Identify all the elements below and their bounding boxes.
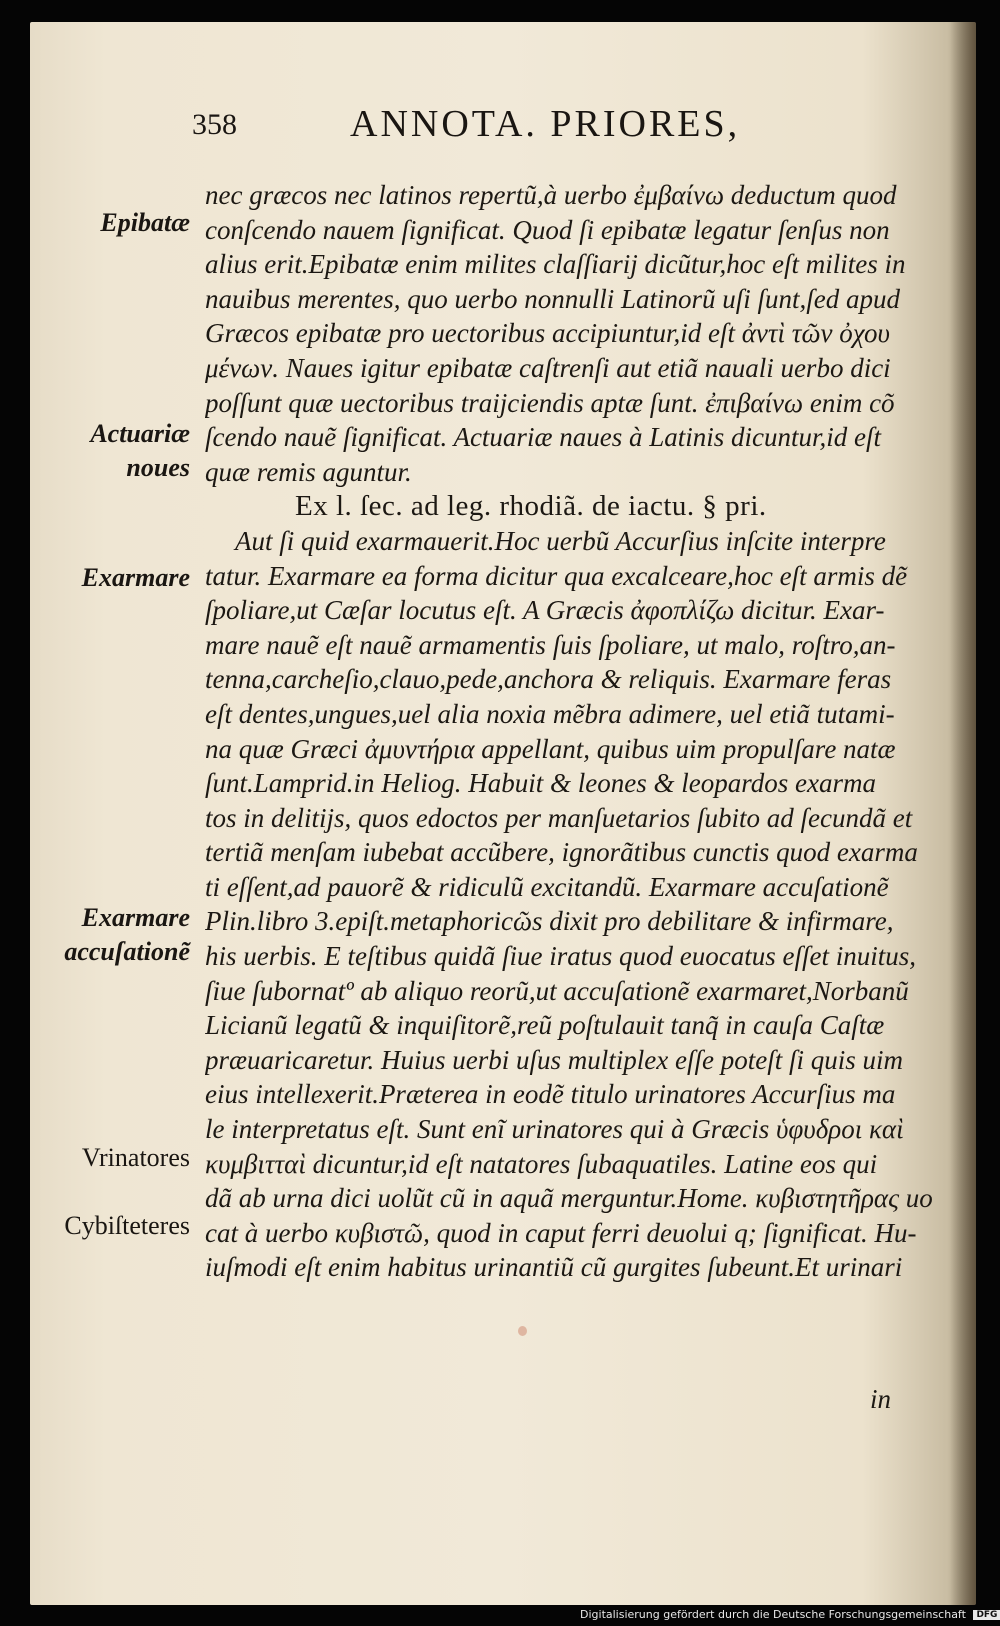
text-line: præuaricaretur. Huius uerbi uſus multiplex eſſe poteſt ſi quis uim	[205, 1044, 903, 1075]
text-line: mare nauẽ eſt nauẽ armamentis ſuis ſpoliare, ut malo, roſtro,an-	[205, 629, 896, 660]
text-line: κυμβιτταὶ dicuntur,id eſt natatores ſubaquatiles. Latine eos qui	[205, 1148, 878, 1179]
text-line: Plin.libro 3.epiſt.metaphoricῶs dixit pro debilitare & infirmare,	[205, 906, 894, 937]
marginal-note: Exarmare	[81, 903, 190, 932]
digitization-credit	[580, 1608, 1000, 1626]
text-line: μένων. Naues igitur epibatæ caſtrenſi aut etiã nauali uerbo dici	[205, 352, 891, 383]
marginal-note: Epibatæ	[100, 208, 190, 237]
main-text	[205, 178, 935, 1285]
text-line: his uerbis. E teſtibus quidã ſiue iratus quod euocatus eſſet inuitus,	[205, 941, 916, 972]
text-line: eius intellexerit.Præterea in eodẽ titulo urinatores Accurſius ma	[205, 1079, 896, 1110]
text-line: nec græcos nec latinos repertũ,à uerbo ἐμβαίνω deductum quod	[205, 180, 897, 210]
marginal-note: Exarmare	[81, 563, 190, 592]
text-line: tatur. Exarmare ea forma dicitur qua excalceare,hoc eſt armis dẽ	[205, 560, 908, 591]
marginal-note: Cybiſteteres	[64, 1211, 190, 1240]
text-line: ſunt.Lamprid.in Heliog. Habuit & leones & leopardos exarma	[205, 768, 876, 799]
text-line: eſt dentes,ungues,uel alia noxia mẽbra adimere, uel etiã tutami-	[205, 698, 895, 729]
text-line: poſſunt quæ uectoribus traijciendis aptæ ſunt. ἐπιβαίνω enim cõ	[205, 387, 895, 418]
marginal-note: accuſationẽ	[64, 937, 190, 966]
folio-number: 358	[192, 108, 237, 141]
text-line: cat à uerbo κυβιστῶ, quod in caput ferri deuolui q; ſignificat. Hu-	[205, 1217, 917, 1248]
text-line: tos in delitijs, quos edoctos per manſuetarios ſubito ad ſecundã et	[205, 802, 913, 833]
dfg-logo: DFG	[973, 1610, 1000, 1620]
text-line: nauibus merentes, quo uerbo nonnulli Latinorũ uſi ſunt,ſed apud	[205, 283, 900, 314]
text-line: ſpoliare,ut Cæſar locutus eſt. A Græcis ἀφοπλίζω dicitur. Exar-	[205, 595, 885, 626]
text-line: conſcendo nauem ſignificat. Quod ſi epibatæ legatur ſenſus non	[205, 214, 890, 245]
marginal-note: Actuariæ	[90, 419, 190, 448]
text-line: Græcos epibatæ pro uectoribus accipiuntur,id eſt ἀντὶ τῶν ὀχου	[205, 318, 890, 349]
text-line: Aut ſi quid exarmauerit.Hoc uerbũ Accurſius inſcite interpre	[235, 525, 886, 556]
text-line: Licianũ legatũ & inquiſitorẽ,reũ poſtulauit tanq̃ in cauſa Caſtæ	[205, 1010, 885, 1041]
page-stain	[518, 1326, 527, 1336]
page-header	[192, 102, 892, 162]
text-line: iuſmodi eſt enim habitus urinantiũ cũ gurgites ſubeunt.Et urinari	[205, 1252, 903, 1283]
text-line: ti eſſent,ad pauorẽ & ridiculũ excitandũ. Exarmare accuſationẽ	[205, 871, 889, 902]
text-line: quæ remis aguntur.	[205, 456, 412, 487]
marginal-note: noues	[126, 453, 190, 482]
text-line: tenna,carcheſio,clauo,pede,anchora & reliquis. Exarmare feras	[205, 664, 892, 695]
running-head: ANNOTA. PRIORES,	[350, 103, 741, 145]
text-line: dã ab urna dici uolũt cũ in aquã merguntur.Home. κυβιστητῆρας uo	[205, 1183, 933, 1214]
book-page	[30, 22, 976, 1605]
section-heading: Ex l. ſec. ad leg. rhodiã. de iactu. § pri.	[295, 490, 767, 523]
text-line: alius erit.Epibatæ enim milites claſſiarij dicũtur,hoc eſt milites in	[205, 249, 906, 280]
text-line: ſcendo nauẽ ſignificat. Actuariæ naues à Latinis dicuntur,id eſt	[205, 422, 881, 453]
text-line: na quæ Græci ἀμυντήρια appellant, quibus uim propulſare natæ	[205, 733, 896, 764]
catchword: in	[870, 1384, 892, 1414]
text-line: ſiue ſubornatº ab aliquo reorũ,ut accuſationẽ exarmaret,Norbanũ	[205, 975, 909, 1006]
text-line: tertiã menſam iubebat accũbere, ignorãtibus cunctis quod exarma	[205, 837, 918, 868]
marginal-note: Vrinatores	[81, 1143, 190, 1172]
credit-text: Digitalisierung gefördert durch die Deutsche Forschungsgemeinschaft	[580, 1608, 966, 1621]
text-line: le interpretatus eſt. Sunt enĩ urinatores qui à Græcis ὑφυδροι καὶ	[205, 1114, 904, 1145]
